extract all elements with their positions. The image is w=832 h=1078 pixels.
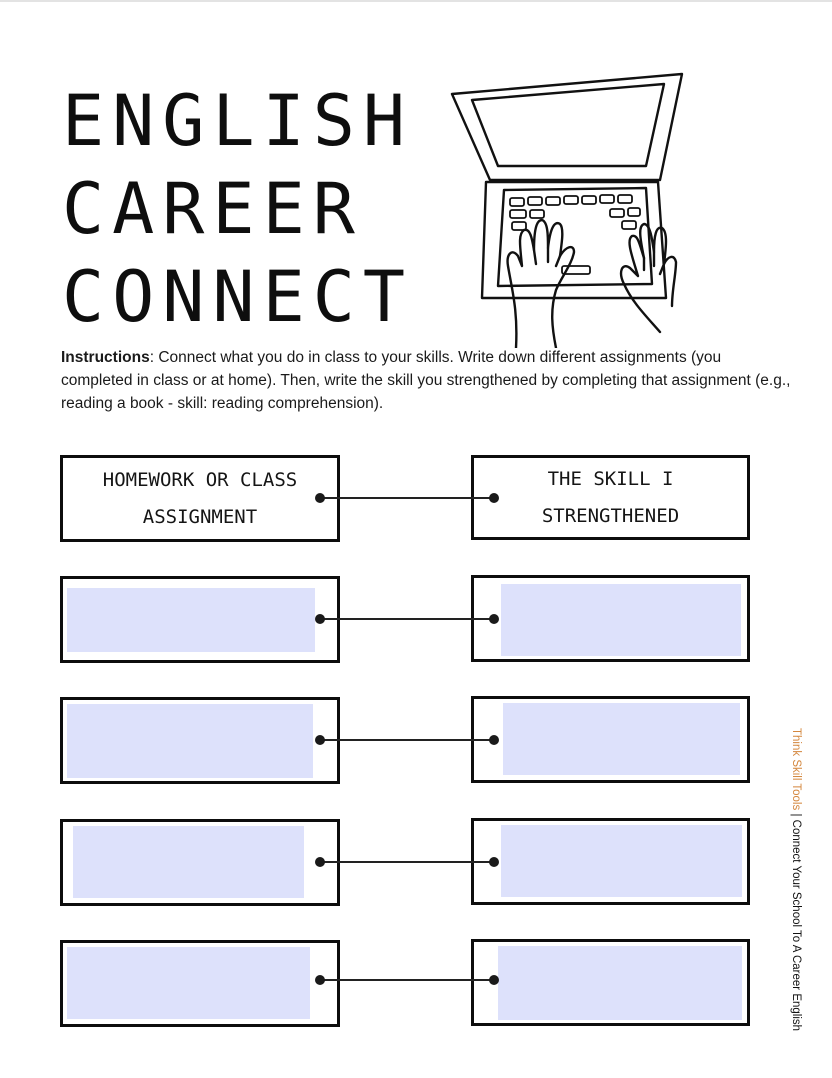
footer-tagline: Connect Your School To A Career English [790,819,802,1032]
assignment-header-line1: HOMEWORK OR CLASS [102,468,298,491]
assignment-field-4[interactable] [67,947,310,1019]
skill-header [471,455,750,540]
assignment-header [60,455,340,542]
assignment-header-line2: ASSIGNMENT [142,505,258,528]
instructions-paragraph [61,346,791,415]
title-line-english: ENGLISH [62,80,414,162]
footer-separator: | [790,810,802,820]
row-4-dot-right [489,975,499,985]
skill-header-line1: THE SKILL I [547,467,674,490]
row-3-connector-line [320,861,494,863]
row-1-dot-right [489,614,499,624]
header-connector-dot-left [315,493,325,503]
row-2-connector-line [320,739,494,741]
row-3-dot-right [489,857,499,867]
skill-field-4[interactable] [498,946,742,1020]
row-2-dot-left [315,735,325,745]
assignment-field-1[interactable] [67,588,315,652]
header-connector-line [320,497,494,499]
skill-field-1[interactable] [501,584,741,656]
title-line-connect: CONNECT [62,256,414,338]
row-1-dot-left [315,614,325,624]
top-divider [0,0,832,2]
footer-brand: Think Skill Tools [790,728,802,811]
row-1-connector-line [320,618,494,620]
assignment-field-2[interactable] [67,704,313,778]
header-connector-dot-right [489,493,499,503]
row-4-dot-left [315,975,325,985]
skill-field-2[interactable] [503,703,740,775]
assignment-field-3[interactable] [73,826,304,898]
instructions-text: : Connect what you do in class to your skills. Write down different assignments (you completed in class or at home). Then, write the skill you strengthened by completing that assignment (e.g., reading a book - skill: reading comprehension). [61,349,791,412]
skill-header-line2: STRENGTHENED [541,504,680,527]
laptop-typing-hands-icon [446,70,696,348]
instructions-label: Instructions [61,349,150,366]
title-line-career: CAREER [62,168,363,250]
row-4-connector-line [320,979,494,981]
skill-field-3[interactable] [501,825,742,897]
footer-vertical-credit [784,728,802,1038]
row-2-dot-right [489,735,499,745]
row-3-dot-left [315,857,325,867]
